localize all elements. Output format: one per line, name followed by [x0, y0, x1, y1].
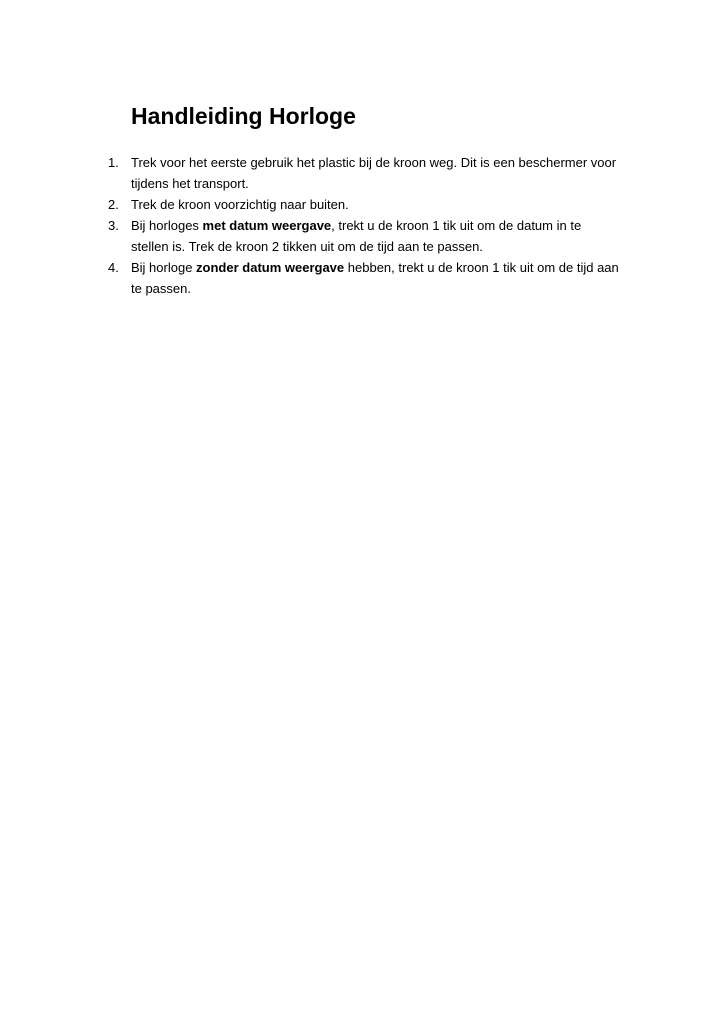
step-text: tijdens het transport. — [131, 176, 249, 191]
step-line — [131, 257, 651, 278]
step-line — [131, 152, 651, 173]
document-title: Handleiding Horloge — [131, 103, 356, 129]
step-line — [131, 194, 651, 215]
instruction-step-1 — [0, 152, 651, 194]
step-text: Trek de kroon voorzichtig naar buiten. — [131, 197, 349, 212]
step-text: , trekt u de kroon 1 tik uit om de datum in te — [331, 218, 582, 233]
step-text: Bij horloge — [131, 260, 197, 275]
step-number: 3. — [108, 218, 119, 233]
step-text: Bij horloges — [131, 218, 203, 233]
step-text: stellen is. Trek de kroon 2 tikken uit om de tijd aan te passen. — [131, 239, 483, 254]
step-emphasis: zonder datum weergave — [196, 260, 345, 275]
step-text: te passen. — [131, 281, 191, 296]
step-emphasis: met datum weergave — [202, 218, 332, 233]
step-number: 4. — [108, 260, 119, 275]
step-line — [131, 278, 651, 299]
step-number: 2. — [108, 197, 119, 212]
step-text: Trek voor het eerste gebruik het plastic bij de kroon weg. Dit is een beschermer voor — [131, 155, 617, 170]
instruction-list — [0, 152, 724, 299]
step-line — [131, 215, 651, 236]
instruction-step-3 — [0, 215, 651, 257]
instruction-step-2 — [0, 194, 651, 215]
instruction-step-4 — [0, 257, 651, 299]
step-number: 1. — [108, 155, 119, 170]
step-text: hebben, trekt u de kroon 1 tik uit om de tijd aan — [344, 260, 619, 275]
step-line — [131, 173, 651, 194]
step-line — [131, 236, 651, 257]
